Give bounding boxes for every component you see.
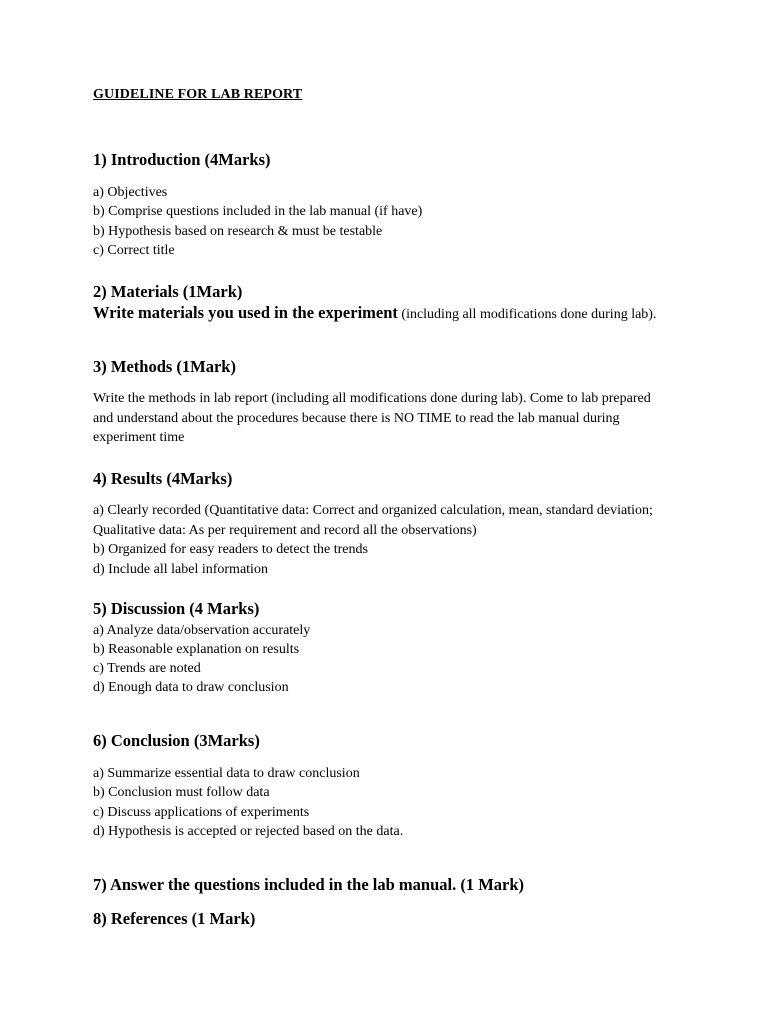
list-item: c) Trends are noted [93, 661, 201, 676]
list-item: a) Clearly recorded (Quantitative data: Correct and organized calculation, mean, standard deviation; Qualitative data: As per requirement and record all the observations) [93, 503, 653, 538]
section-heading-conclusion: 6) Conclusion (3Marks) [93, 731, 260, 750]
section-heading-references: 8) References (1 Mark) [93, 909, 256, 928]
materials-body-normal: (including all modifications done during lab). [397, 307, 657, 322]
list-item: d) Hypothesis is accepted or rejected based on the data. [93, 824, 404, 839]
list-item: b) Reasonable explanation on results [93, 642, 300, 657]
materials-body-bold: Write materials you used in the experiment [93, 303, 398, 322]
list-item: d) Include all label information [93, 562, 268, 577]
list-item: b) Organized for easy readers to detect the trends [93, 542, 368, 557]
section-heading-results: 4) Results (4Marks) [93, 469, 233, 488]
section-heading-materials: 2) Materials (1Mark) [93, 282, 243, 301]
list-item: a) Objectives [93, 185, 168, 200]
section-heading-discussion: 5) Discussion (4 Marks) [93, 599, 260, 618]
list-item: b) Conclusion must follow data [93, 785, 270, 800]
document-title: GUIDELINE FOR LAB REPORT [93, 87, 303, 102]
materials-body [93, 303, 673, 324]
list-item: a) Analyze data/observation accurately [93, 623, 311, 638]
list-item: c) Discuss applications of experiments [93, 805, 310, 820]
list-item: b) Hypothesis based on research & must be testable [93, 224, 383, 239]
section-heading-methods: 3) Methods (1Mark) [93, 357, 236, 376]
list-item: d) Enough data to draw conclusion [93, 680, 289, 695]
list-item: c) Correct title [93, 243, 175, 258]
section-heading-answer-questions: 7) Answer the questions included in the lab manual. (1 Mark) [93, 875, 525, 894]
list-item: b) Comprise questions included in the lab manual (if have) [93, 204, 423, 219]
list-item: a) Summarize essential data to draw conclusion [93, 766, 360, 781]
methods-body: Write the methods in lab report (including all modifications done during lab). Come to lab prepared and understand about the procedures because there is NO TIME to read the lab manual during experiment time [93, 391, 651, 445]
section-heading-introduction: 1) Introduction (4Marks) [93, 150, 271, 169]
